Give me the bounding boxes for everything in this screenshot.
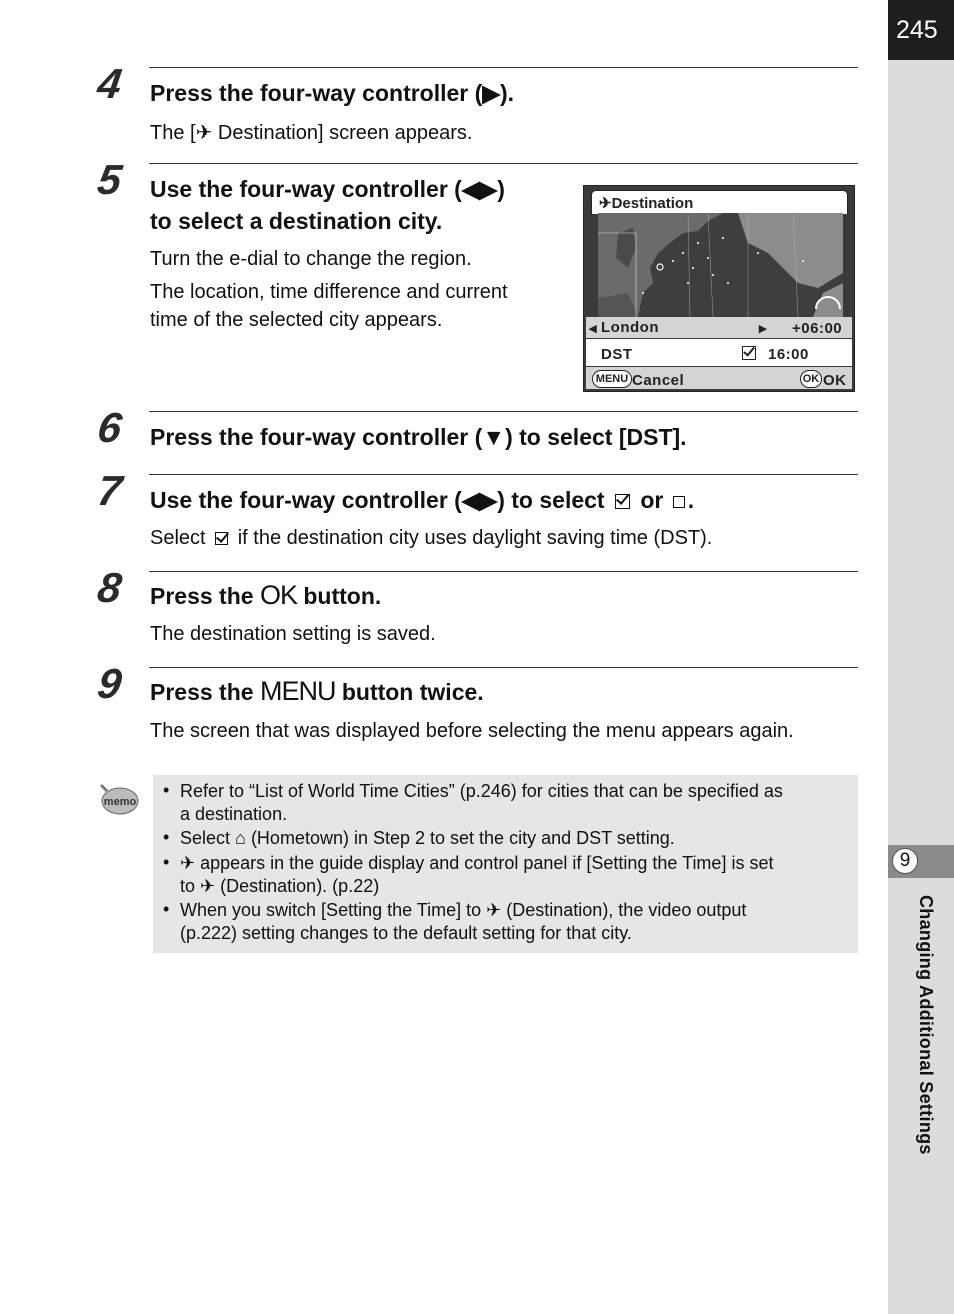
step-heading	[150, 424, 687, 451]
menu-button-icon: MENU	[259, 676, 336, 706]
screen-title-text: Destination	[611, 195, 694, 212]
ok-button-icon: OK	[259, 580, 297, 610]
city-name: London	[601, 319, 659, 336]
airplane-icon: ✈	[180, 853, 196, 873]
page-number: 245	[888, 0, 954, 60]
world-map	[598, 213, 843, 317]
checkbox-checked-icon	[615, 494, 630, 509]
cancel-label: Cancel	[632, 372, 685, 389]
heading-text: ) to select [DST].	[505, 424, 687, 450]
memo-text: (p.222) setting changes to the default setting for that city.	[180, 923, 632, 943]
step-number: 6	[94, 404, 125, 451]
step-heading	[150, 487, 694, 514]
step-number: 9	[94, 660, 125, 707]
heading-text: button twice.	[341, 679, 484, 705]
airplane-icon: ✈	[200, 876, 216, 896]
memo-text: (Hometown) in Step 2 to set the city and DST setting.	[250, 828, 675, 848]
step-heading	[150, 176, 505, 203]
memo-item	[180, 780, 850, 826]
heading-text: Press the four-way controller (	[150, 80, 483, 106]
down-arrow-icon: ▼	[482, 424, 506, 450]
heading-text: )	[497, 176, 505, 202]
airplane-icon: ✈	[486, 900, 502, 920]
heading-text: ).	[500, 80, 515, 106]
step-number: 5	[94, 156, 125, 203]
divider	[149, 571, 858, 572]
chapter-title: Changing Additional Settings	[916, 895, 936, 1155]
camera-destination-screen	[583, 185, 855, 392]
memo-text: Refer to “List of World Time Cities” (p.246) for cities that can be specified as	[180, 781, 783, 801]
checkbox-checked-icon	[215, 532, 228, 545]
bullet: •	[163, 827, 170, 847]
left-right-arrows-icon: ◀▶	[461, 487, 498, 513]
ok-button-icon[interactable]: OK	[800, 370, 822, 388]
heading-text: Use the four-way controller (	[150, 487, 462, 513]
step-body: The destination setting is saved.	[150, 623, 436, 645]
step-number: 7	[94, 467, 125, 514]
airplane-icon: ✈	[195, 122, 213, 144]
bullet: •	[163, 780, 170, 800]
memo-text: a destination.	[180, 804, 288, 824]
left-arrow-icon[interactable]: ◂	[589, 320, 598, 337]
memo-text: Select	[180, 828, 231, 848]
heading-text: or	[640, 487, 664, 513]
ok-label: OK	[823, 372, 847, 389]
memo-text: (Destination). (p.22)	[220, 876, 380, 896]
step-body: Turn the e-dial to change the region.	[150, 248, 472, 270]
memo-icon	[98, 780, 140, 816]
memo-item	[180, 899, 850, 945]
map-graphic	[598, 213, 843, 317]
step-heading	[150, 580, 381, 611]
dst-label: DST	[601, 346, 633, 363]
step-heading	[150, 676, 484, 707]
menu-button-icon[interactable]: MENU	[592, 370, 632, 388]
time-offset: +06:00	[792, 320, 843, 337]
heading-text: ) to select	[497, 487, 605, 513]
step-heading-line2: to select a destination city.	[150, 208, 443, 234]
step-body: The screen that was displayed before selecting the menu appears again.	[150, 720, 794, 742]
divider	[149, 411, 858, 412]
memo-text: (Destination), the video output	[506, 900, 747, 920]
heading-text: Press the	[150, 583, 254, 609]
body-text: The [	[150, 122, 196, 144]
heading-text: .	[687, 487, 695, 513]
body-text: if the destination city uses daylight saving time (DST).	[237, 527, 713, 549]
left-right-arrows-icon: ◀▶	[461, 176, 498, 202]
checkbox-empty-icon	[673, 496, 685, 508]
step-number: 8	[94, 564, 125, 611]
home-icon: ⌂	[235, 828, 246, 848]
divider	[149, 163, 858, 164]
step-heading	[150, 80, 514, 107]
divider	[149, 67, 858, 68]
body-text: Select	[150, 527, 206, 549]
memo-item	[180, 852, 850, 898]
dst-checkbox-icon[interactable]	[742, 346, 756, 360]
screen-title	[599, 194, 693, 212]
memo-item	[180, 827, 850, 850]
step-body	[150, 120, 473, 145]
memo-text: to	[180, 876, 196, 896]
memo-text: appears in the guide display and control panel if [Setting the Time] is set	[200, 853, 774, 873]
step-body	[150, 527, 712, 550]
heading-text: button.	[303, 583, 382, 609]
step-body: The location, time difference and current	[150, 281, 508, 303]
step-body: time of the selected city appears.	[150, 309, 443, 331]
bullet: •	[163, 899, 170, 919]
bullet: •	[163, 852, 170, 872]
right-arrow-icon: ▶	[482, 80, 501, 106]
right-arrow-icon[interactable]: ▸	[759, 320, 768, 337]
divider	[149, 474, 858, 475]
divider	[149, 667, 858, 668]
body-text: Destination] screen appears.	[212, 122, 473, 144]
step-number: 4	[94, 60, 125, 107]
svg-text:memo: memo	[103, 796, 137, 808]
airplane-icon: ✈	[599, 195, 612, 212]
local-time: 16:00	[768, 346, 809, 363]
chapter-number: 9	[892, 848, 918, 874]
heading-text: Press the four-way controller (	[150, 424, 483, 450]
heading-text: Press the	[150, 679, 254, 705]
heading-text: Use the four-way controller (	[150, 176, 462, 202]
memo-text: When you switch [Setting the Time] to	[180, 900, 482, 920]
